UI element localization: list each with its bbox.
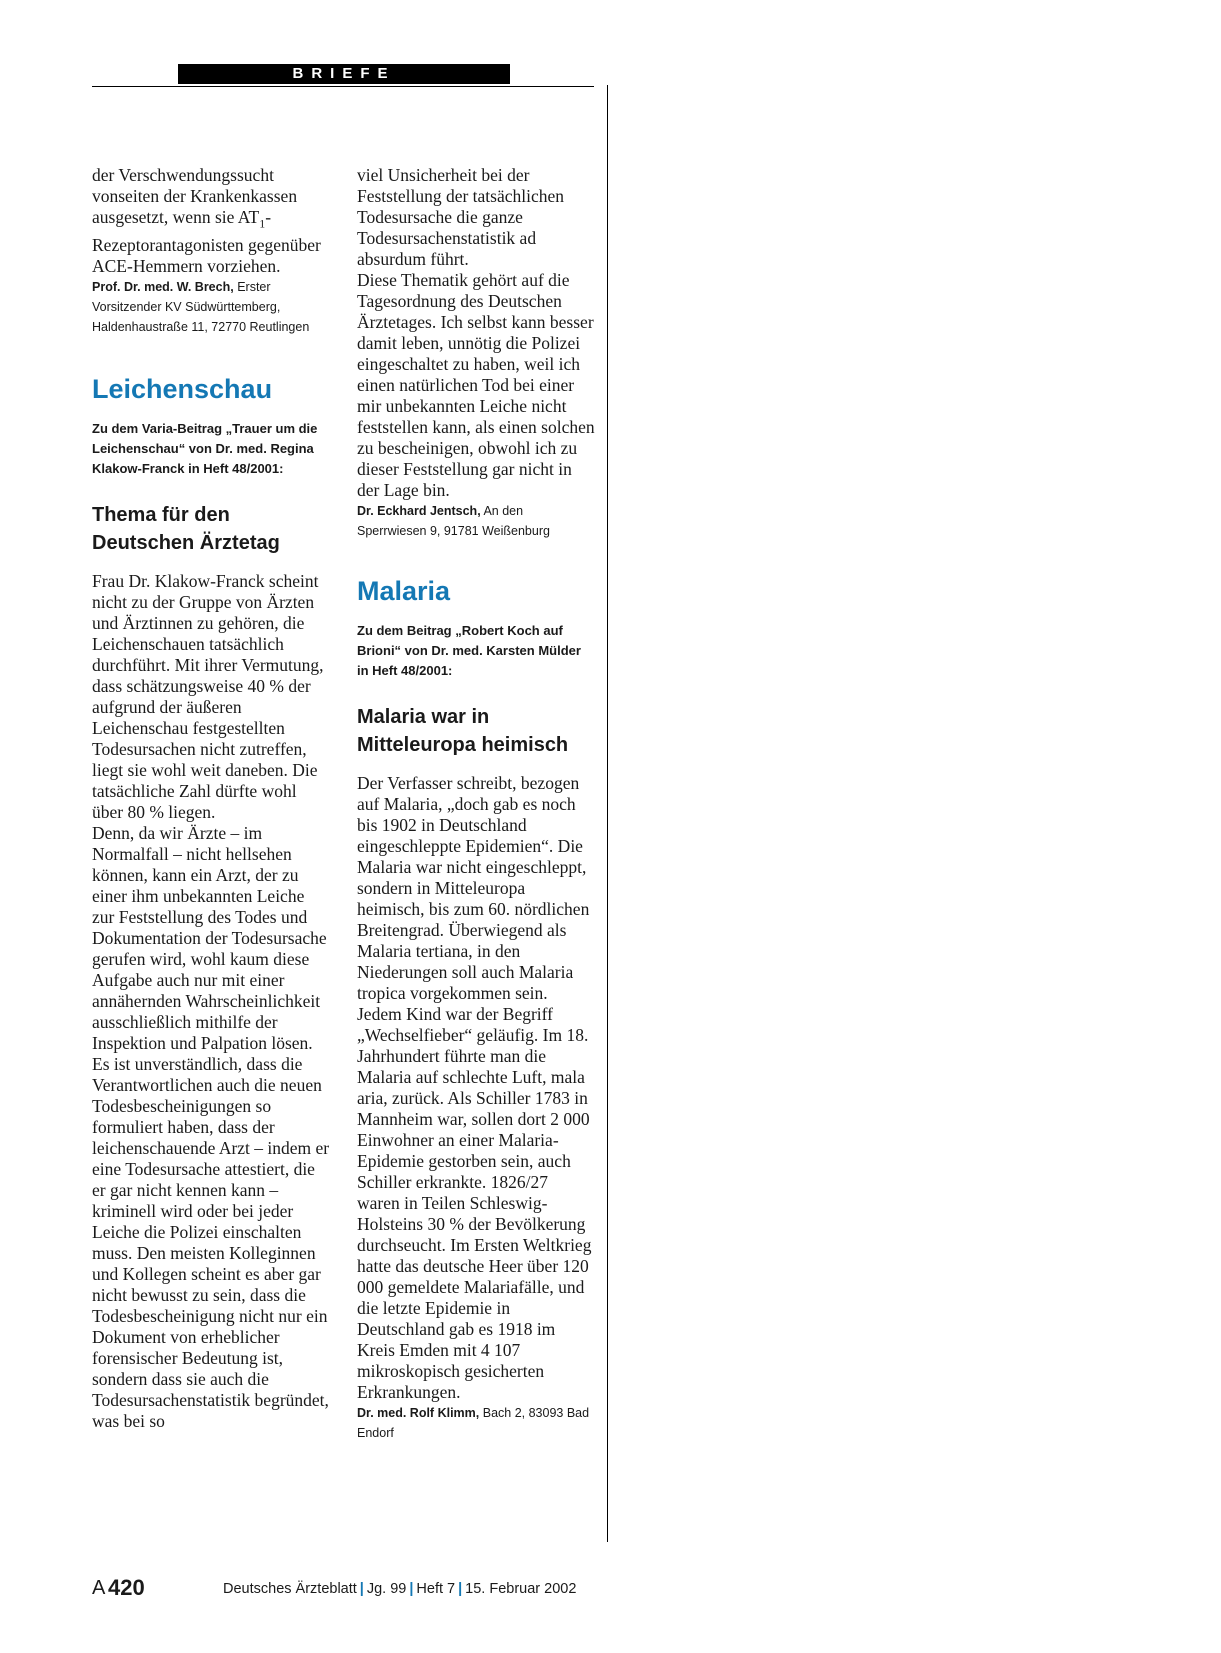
page-number: 420 — [108, 1575, 145, 1600]
journal-meta — [223, 1581, 576, 1597]
journal-issue: Heft 7 — [416, 1581, 456, 1597]
journal-name: Deutsches Ärzteblatt — [223, 1581, 357, 1597]
subscript: 1 — [259, 216, 266, 231]
signature-address: An den Sperrwiesen 9, 91781 Weißenburg — [357, 504, 550, 538]
right-column — [357, 165, 595, 1443]
signature-brech — [92, 277, 330, 337]
letter-continuation — [92, 165, 330, 277]
page-prefix: A — [92, 1577, 106, 1599]
journal-date: 15. Februar 2002 — [465, 1581, 577, 1597]
signature-address: Erster Vorsitzender KV Südwürttemberg, Haldenhaustraße 11, 72770 Reutlingen — [92, 279, 310, 334]
column-divider — [607, 85, 608, 1542]
section-header-bar: BRIEFE — [178, 64, 510, 84]
continuation-text-1: der Verschwendungssucht vonseiten der Krankenkassen ausgesetzt, wenn sie AT — [92, 165, 298, 227]
page-footer — [92, 1575, 602, 1605]
letter-title-aerztetag: Thema für den Deutschen Ärztetag — [92, 503, 280, 554]
signature-name: Prof. Dr. med. W. Brech, — [92, 279, 234, 294]
signature-name: Dr. Eckhard Jentsch, — [357, 504, 481, 518]
signature-name: Dr. med. Rolf Klimm, — [357, 1406, 480, 1420]
continuation-text-2: -Rezeptorantagonisten gegenüber ACE-Hemmern vorziehen. — [92, 207, 321, 276]
letter-title-malaria: Malaria war in Mitteleuropa heimisch — [357, 706, 569, 756]
journal-volume: Jg. 99 — [366, 1581, 407, 1597]
signature-klimm — [357, 1403, 595, 1443]
paragraph-leichenschau-2: Denn, da wir Ärzte – im Normalfall – nicht hellsehen können, kann ein Arzt, der zu einer ihm unbekannten Leiche zur Feststellung des Todes und Dokumentation der Todesursache gerufen wird, wohl kaum diese Aufgabe auch nur mit einer annähernden Wahrscheinlichkeit ausschließlich mithilfe der Inspektion und Palpation lösen. Es ist unverständlich, dass die Verantwortlichen auch die neuen Todesbescheinigungen so formuliert haben, dass der leichenschauende Arzt – indem er eine Todesursache attestiert, die er gar nicht kennen kann – kriminell wird oder bei jeder Leiche die Polizei einschalten muss. Den meisten Kolleginnen und Kollegen scheint es aber gar nicht bewusst zu sein, dass die Todesbescheinigung nicht nur ein Dokument von erheblicher forensischer Bedeutung ist, sondern dass sie auch die Todesursachenstatistik begründet, was bei so — [92, 822, 330, 1431]
signature-jentsch — [357, 501, 595, 541]
paragraph-leichenschau-1: Frau Dr. Klakow-Franck scheint nicht zu der Gruppe von Ärzten und Ärztinnen zu gehören, die Leichenschauen tatsächlich durchführt. Mit ihrer Vermutung, dass schätzungsweise 40 % der aufgrund der äußeren Leichenschau festgestellten Todesursachen nicht zutreffen, liegt sie wohl weit daneben. Die tatsächliche Zahl dürfte wohl über 80 % liegen. — [92, 570, 324, 822]
header-rule — [92, 86, 594, 87]
separator: | — [409, 1581, 414, 1597]
paragraph-malaria: Der Verfasser schreibt, bezogen auf Malaria, „doch gab es noch bis 1902 in Deutschland eingeschleppte Epidemien“. Die Malaria war nicht eingeschleppt, sondern in Mitteleuropa heimisch, bis zum 60. nördlichen Breitengrad. Überwiegend als Malaria tertiana, in den Niederungen soll auch Malaria tropica vorgekommen sein. Jedem Kind war der Begriff „Wechselfieber“ geläufig. Im 18. Jahrhundert führte man die Malaria auf schlechte Luft, mala aria, zurück. Als Schiller 1783 in Mannheim war, sollen dort 2 000 Einwohner an einer Malaria-Epidemie gestorben sein, auch Schiller erkrankte. 1826/27 waren in Teilen Schleswig-Holsteins 30 % der Bevölkerung durchseucht. Im Ersten Weltkrieg hatte das deutsche Heer über 120 000 gemeldete Malariafälle, und die letzte Epidemie in Deutschland gab es 1918 im Kreis Emden mit 4 107 mikroskopisch gesicherten Erkrankungen. — [357, 773, 592, 1402]
separator: | — [458, 1581, 463, 1597]
section-title-malaria: Malaria — [357, 576, 451, 606]
separator: | — [359, 1581, 364, 1597]
intro-malaria: Zu dem Beitrag „Robert Koch auf Brioni“ von Dr. med. Karsten Mülder in Heft 48/2001: — [357, 623, 581, 678]
intro-leichenschau: Zu dem Varia-Beitrag „Trauer um die Leichenschau“ von Dr. med. Regina Klakow-Franck in Heft 48/2001: — [92, 420, 318, 476]
left-column — [92, 165, 330, 1432]
section-title-leichenschau: Leichenschau — [92, 373, 273, 404]
signature-address: Bach 2, 83093 Bad Endorf — [357, 1406, 590, 1440]
paragraph-jentsch-2: Diese Thematik gehört auf die Tagesordnung des Deutschen Ärztetages. Ich selbst kann besser damit leben, unnötig die Polizei eingeschaltet zu haben, weil ich einen natürlichen Tod bei einer mir unbekannten Leiche nicht feststellen kann, als einen solchen zu bescheinigen, obwohl ich zu dieser Feststellung gar nicht in der Lage bin. — [357, 270, 595, 500]
paragraph-jentsch-1: viel Unsicherheit bei der Feststellung der tatsächlichen Todesursache die ganze Todesursachenstatistik ad absurdum führt. — [357, 165, 565, 269]
